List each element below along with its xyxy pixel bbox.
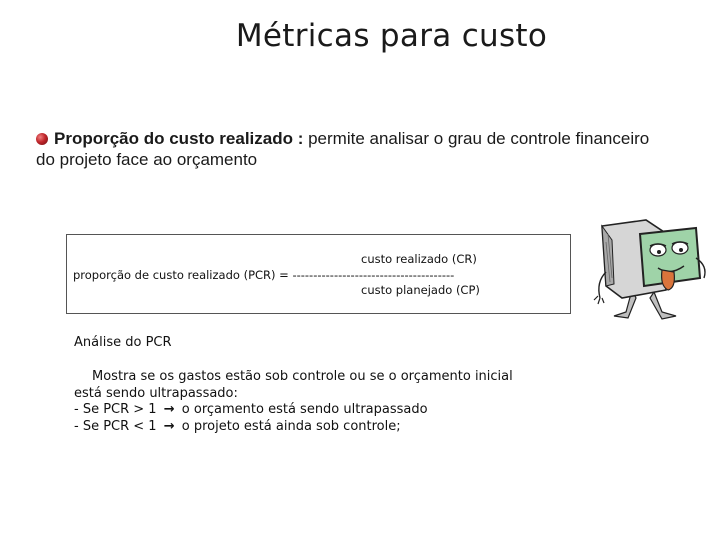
bullet-paragraph <box>36 128 656 170</box>
analysis-body <box>74 369 634 435</box>
slide-title: Métricas para custo <box>235 18 548 54</box>
analysis-item-2 <box>74 419 634 436</box>
item-1-condition: - Se PCR > 1 <box>74 402 157 417</box>
arrow-right-icon: → <box>163 418 175 434</box>
analysis-line-2: está sendo ultrapassado: <box>74 385 238 401</box>
analysis-line-1: Mostra se os gastos estão sob controle ou se o orçamento inicial <box>92 369 513 384</box>
formula-numerator: custo realizado (CR) <box>361 252 477 266</box>
analysis-title: Análise do PCR <box>74 335 172 350</box>
analysis-item-1 <box>74 402 634 419</box>
item-2-condition: - Se PCR < 1 <box>74 418 157 434</box>
formula-lhs: proporção de custo realizado (PCR) = --------------------------------------- <box>73 268 455 282</box>
bullet-icon <box>36 133 48 145</box>
tired-computer-clipart <box>592 212 710 324</box>
arrow-right-icon: → <box>163 402 175 417</box>
item-2-text: o projeto está ainda sob controle; <box>181 418 401 434</box>
formula-denominator: custo planejado (CP) <box>361 283 480 297</box>
bullet-text: permite analisar o grau de controle financeiro do projeto face ao orçamento <box>36 129 650 169</box>
formula-box <box>66 234 571 314</box>
item-1-text: o orçamento está sendo ultrapassado <box>181 402 428 417</box>
bullet-heading: Proporção do custo realizado : <box>54 129 304 148</box>
